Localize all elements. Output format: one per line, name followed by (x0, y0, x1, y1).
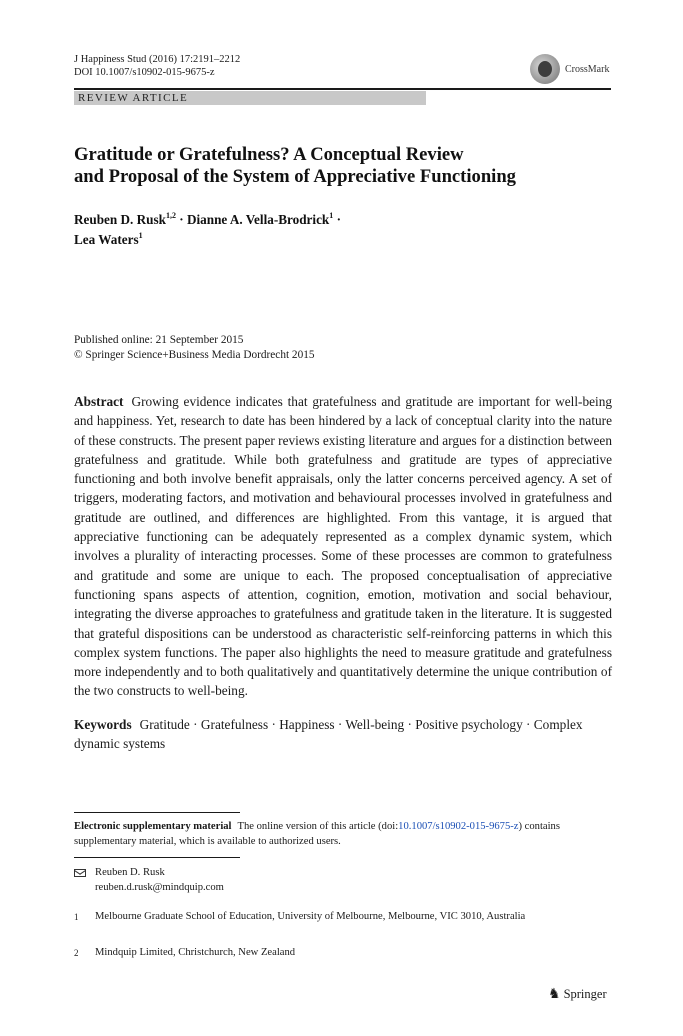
footnote-rule (74, 812, 240, 813)
correspondence-name: Reuben D. Rusk (95, 867, 165, 878)
author-name[interactable]: Dianne A. Vella-Brodrick (186, 212, 330, 227)
journal-citation: J Happiness Stud (2016) 17:2191–2212 (74, 54, 241, 65)
affiliation (74, 946, 614, 962)
publisher-name: Springer (563, 987, 607, 1001)
crossmark-label: CrossMark (565, 64, 610, 75)
affiliation (74, 910, 614, 940)
author-name[interactable]: Reuben D. Rusk (74, 212, 166, 227)
esm-label: Electronic supplementary material (74, 821, 232, 832)
keywords-label: Keywords (74, 717, 132, 732)
affiliation-mark: 1 (74, 912, 79, 922)
correspondence-email[interactable]: reuben.d.rusk@mindquip.com (95, 881, 224, 893)
abstract-label: Abstract (74, 394, 124, 409)
abstract-text: Growing evidence indicates that gratefulness and gratitude are important for well-being and happiness. Yet, research to date has been hindered by a lack of conceptual clarity into the nature of these constructs. The present paper reviews existing literature and argues for a distinction between gratefulness and gratitude. While both gratefulness and gratitude are types of appreciative functioning and both involve benefit appraisals, only the latter concerns perceived agency. A set of triggers, moderating factors, and motivation and behavioural processes involved in gratefulness and gratitude are outlined, and differences are highlighted. From this vantage, it is argued that appreciative functioning can be adequately represented as a complex dynamic system, which involves a plurality of interacting processes. Some of these processes are common to gratefulness and gratitude and some are unique to each. The proposed conceptualisation of appreciative functioning spans aspects of attention, cognition, emotion, motivation and social behaviour, integrating the diverse approaches to gratefulness and gratitude taken in the literature. It is suggested that grateful dispositions can be understood as characteristic self-reinforcing patterns in which this complex system functions. The paper also highlights the need to measure gratitude and gratefulness more independently and to both qualitatively and quantitatively determine the unique contribution of the two constructs to well-being. (74, 394, 612, 699)
springer-horse-icon: ♞ (548, 987, 561, 1002)
article-type: REVIEW ARTICLE (78, 92, 189, 104)
esm-text-after: ) contains supplementary material, which is available to authorized users. (74, 821, 560, 847)
author-affiliation: 1 (138, 231, 143, 240)
footnote-rule (74, 857, 240, 858)
author-list (74, 210, 614, 250)
crossmark-icon (530, 54, 560, 84)
publication-info (74, 333, 315, 362)
publisher-logo (548, 986, 607, 1003)
affiliation-text: Melbourne Graduate School of Education, University of Melbourne, Melbourne, VIC 3010, Australia (95, 911, 526, 922)
correspondence (74, 866, 614, 896)
title-line-1: Gratitude or Gratefulness? A Conceptual Review (74, 144, 464, 165)
esm-doi-link[interactable]: 10.1007/s10902-015-9675-z (398, 821, 519, 832)
keywords-text: Gratitude · Gratefulness · Happiness · Well-being · Positive psychology · Complex dynamic systems (74, 717, 583, 752)
copyright: © Springer Science+Business Media Dordrecht 2015 (74, 348, 315, 361)
abstract (74, 392, 612, 701)
title-line-2: and Proposal of the System of Appreciative Functioning (74, 166, 516, 187)
article-title (74, 144, 614, 188)
doi-line: DOI 10.1007/s10902-015-9675-z (74, 67, 215, 78)
author-separator: · (175, 212, 187, 227)
keywords (74, 715, 614, 754)
affiliation-text: Mindquip Limited, Christchurch, New Zealand (95, 947, 296, 958)
author-separator: · (333, 212, 341, 227)
crossmark-badge[interactable] (530, 54, 614, 86)
esm-text-before: The online version of this article (doi: (237, 821, 399, 832)
envelope-icon (74, 869, 86, 877)
author-name[interactable]: Lea Waters (74, 232, 139, 247)
article-type-banner (74, 91, 426, 105)
author-affiliation: 1,2 (165, 211, 176, 220)
published-date: Published online: 21 September 2015 (74, 334, 244, 346)
affiliation-mark: 2 (74, 948, 79, 958)
author-affiliation: 1 (329, 211, 334, 220)
header-rule (74, 88, 611, 90)
supplementary-note (74, 820, 614, 849)
